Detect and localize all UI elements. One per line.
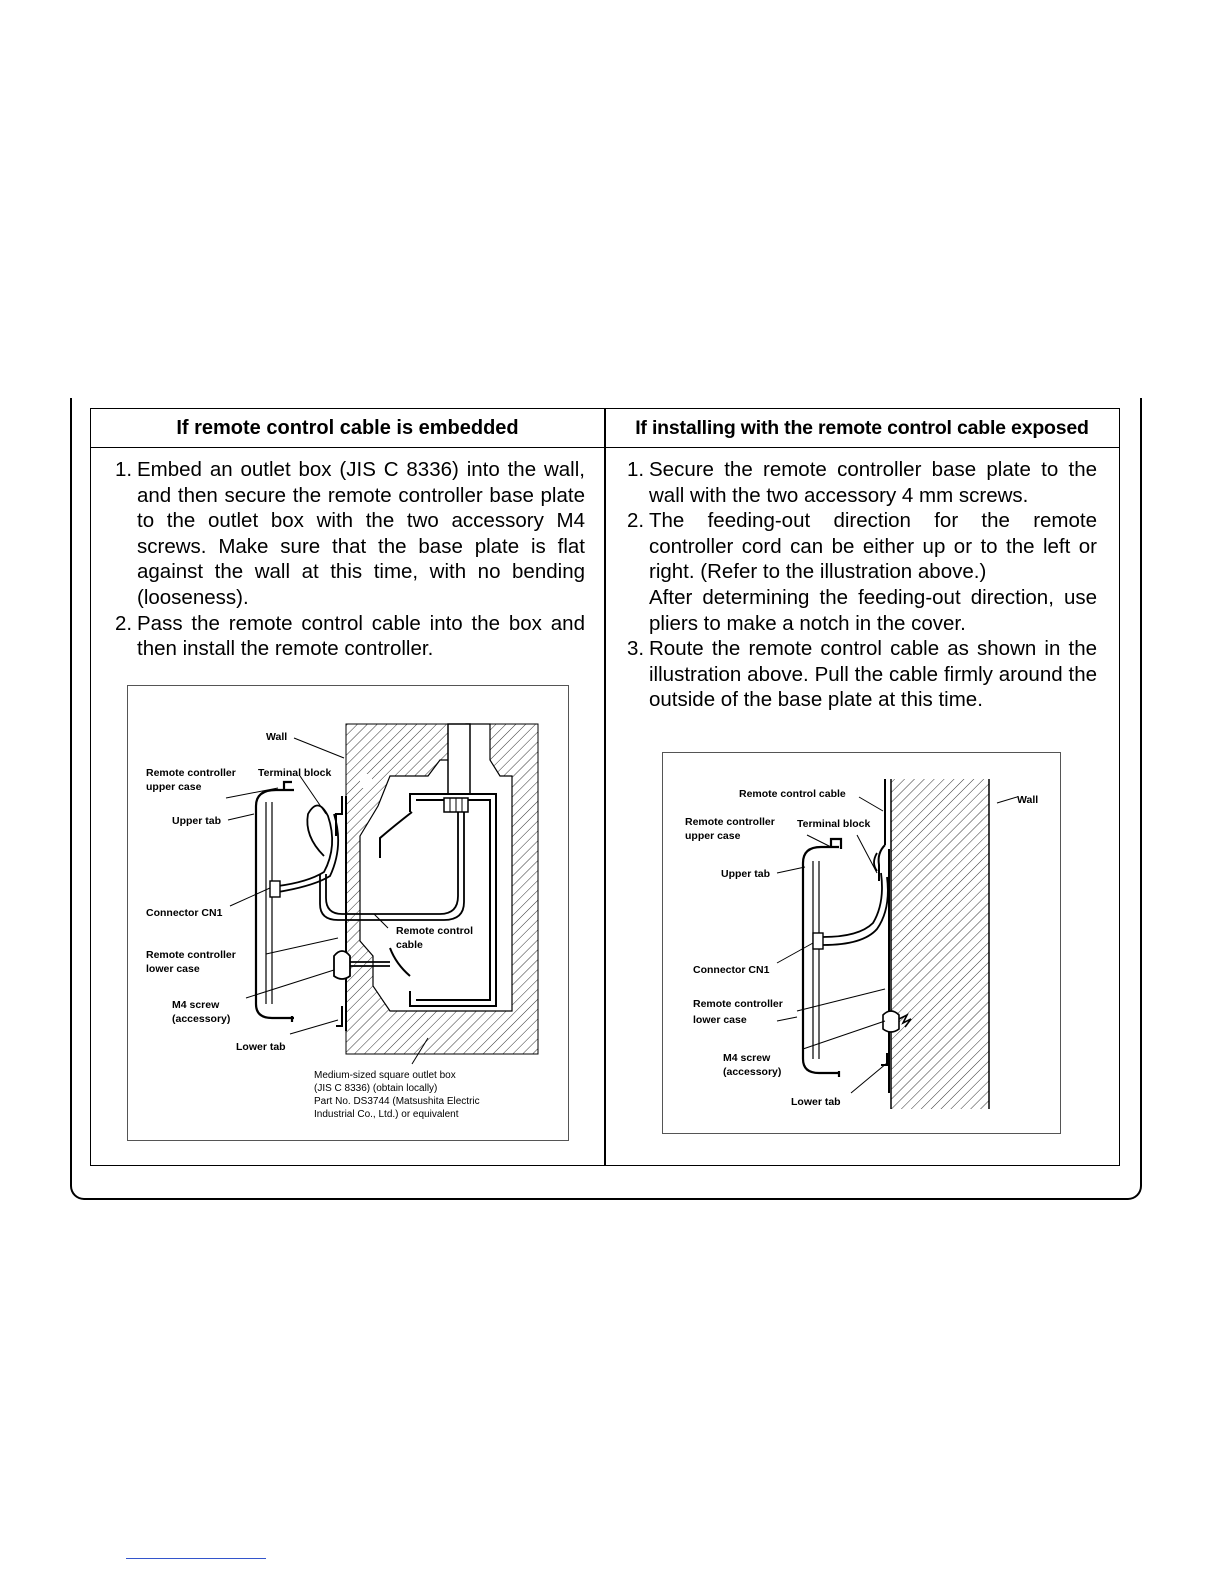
column-divider bbox=[604, 409, 606, 1165]
label-terminal-block: Terminal block bbox=[797, 818, 871, 830]
label-rc-lower-1: Remote controller bbox=[693, 998, 783, 1010]
label-rc-upper-2: upper case bbox=[146, 781, 202, 793]
step-number: 3. bbox=[627, 637, 645, 661]
exposed-step-3 bbox=[627, 636, 1097, 713]
label-connector: Connector CN1 bbox=[146, 907, 223, 919]
page-frame-right bbox=[1140, 398, 1142, 1176]
label-upper-tab: Upper tab bbox=[721, 868, 771, 880]
step-text: Embed an outlet box (JIS C 8336) into the wall, and then secure the remote controller base plate to the outlet box with the two accessory M4 screws. Make sure that the base plate is flat against the wall at this time, with no bending (looseness). bbox=[137, 458, 585, 609]
exposed-illustration bbox=[662, 752, 1061, 1134]
exposed-step-2 bbox=[627, 508, 1097, 636]
label-terminal-block: Terminal block bbox=[258, 767, 332, 779]
caption-line-1: Medium-sized square outlet box bbox=[314, 1070, 456, 1081]
heading-embedded: If remote control cable is embedded bbox=[176, 417, 519, 439]
label-cable-2: cable bbox=[396, 939, 423, 951]
label-lower-tab: Lower tab bbox=[236, 1041, 286, 1053]
label-screw-2: (accessory) bbox=[723, 1066, 782, 1078]
step-number: 2. bbox=[627, 509, 645, 533]
label-cable: Remote control cable bbox=[739, 788, 846, 800]
step-text: Route the remote control cable as shown in the illustration above. Pull the cable firmly around the outside of the base plate at this time. bbox=[649, 637, 1097, 712]
embedded-step-2 bbox=[115, 611, 585, 662]
label-screw-1: M4 screw bbox=[172, 999, 220, 1011]
label-rc-lower-2: lower case bbox=[146, 963, 200, 975]
caption-line-3: Part No. DS3744 (Matsushita Electric bbox=[314, 1096, 480, 1107]
embedded-step-1 bbox=[115, 457, 585, 611]
embedded-diagram-svg bbox=[128, 686, 568, 1140]
base-plate bbox=[879, 779, 889, 1093]
controller-case bbox=[803, 839, 841, 1077]
label-wall: Wall bbox=[1017, 794, 1039, 806]
controller-upper-case bbox=[256, 782, 294, 1022]
wall-section bbox=[891, 779, 989, 1109]
footer-rule bbox=[126, 1558, 266, 1559]
step-text: The feeding-out direction for the remote controller cord can be either up or to the left or right. (Refer to the illustration above.) bbox=[649, 509, 1097, 584]
installation-table bbox=[90, 408, 1120, 1166]
heading-exposed: If installing with the remote control cable exposed bbox=[635, 417, 1089, 439]
label-wall: Wall bbox=[266, 731, 288, 743]
embedded-illustration bbox=[127, 685, 569, 1141]
label-rc-lower-1: Remote controller bbox=[146, 949, 236, 961]
label-rc-upper-1: Remote controller bbox=[685, 816, 775, 828]
label-rc-upper-1: Remote controller bbox=[146, 767, 236, 779]
step-number: 1. bbox=[115, 458, 133, 481]
exposed-diagram-svg bbox=[663, 753, 1060, 1133]
label-cable-1: Remote control bbox=[396, 925, 474, 937]
label-rc-upper-2: upper case bbox=[685, 830, 741, 842]
page-frame-left bbox=[70, 398, 72, 1176]
caption-line-2: (JIS C 8336) (obtain locally) bbox=[314, 1083, 438, 1094]
label-connector: Connector CN1 bbox=[693, 964, 770, 976]
step-text: Pass the remote control cable into the box and then install the remote controller. bbox=[137, 611, 585, 661]
conduit bbox=[448, 724, 470, 794]
step-number: 1. bbox=[627, 458, 645, 481]
label-upper-tab: Upper tab bbox=[172, 815, 222, 827]
caption-line-4: Industrial Co., Ltd.) or equivalent bbox=[314, 1109, 459, 1120]
page-frame-bottom bbox=[70, 1176, 1142, 1200]
exposed-step-1 bbox=[627, 457, 1097, 508]
step-text-continued: After determining the feeding-out direction, use pliers to make a notch in the cover. bbox=[649, 585, 1097, 635]
label-screw-1: M4 screw bbox=[723, 1052, 771, 1064]
figure-caption bbox=[314, 1070, 480, 1120]
embedded-steps bbox=[115, 457, 585, 662]
label-lower-tab: Lower tab bbox=[791, 1096, 841, 1108]
cable-loop bbox=[270, 805, 338, 897]
step-text: Secure the remote controller base plate to the wall with the two accessory 4 mm screws. bbox=[649, 458, 1097, 507]
exposed-steps bbox=[627, 457, 1097, 713]
wall-section bbox=[346, 724, 538, 1054]
label-rc-lower-2: lower case bbox=[693, 1014, 747, 1026]
label-screw-2: (accessory) bbox=[172, 1013, 231, 1025]
step-number: 2. bbox=[115, 611, 133, 635]
